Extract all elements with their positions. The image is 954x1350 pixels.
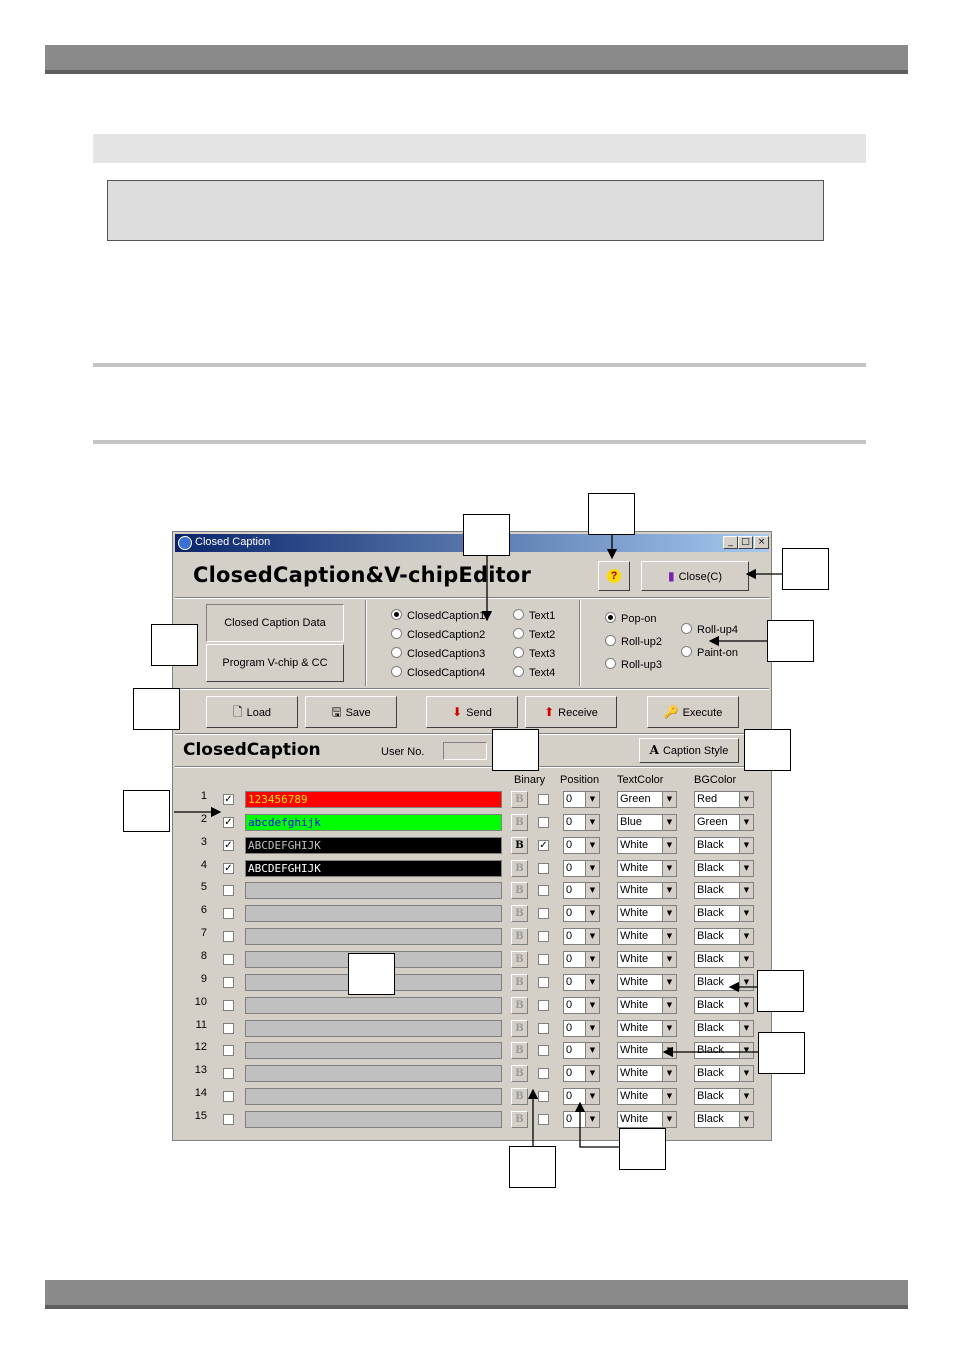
- bgcolor-select[interactable]: Green ▼: [694, 814, 754, 831]
- binary-checkbox[interactable]: [538, 1091, 549, 1102]
- caption-row: [173, 927, 773, 950]
- chevron-down-icon: ▼: [662, 1112, 676, 1127]
- row-number: 12: [194, 1041, 207, 1054]
- row-enable-checkbox[interactable]: ✓: [224, 839, 233, 851]
- textcolor-select[interactable]: White ▼: [617, 997, 677, 1014]
- binary-button[interactable]: B: [511, 1020, 528, 1037]
- row-enable-checkbox[interactable]: [223, 908, 234, 919]
- radio-indicator: [605, 612, 616, 623]
- binary-checkbox[interactable]: [538, 863, 549, 874]
- textcolor-select[interactable]: White ▼: [617, 974, 677, 991]
- chevron-down-icon: ▼: [662, 929, 676, 944]
- caption-text-field[interactable]: [245, 1088, 502, 1105]
- closed-caption-section-title: ClosedCaption: [183, 740, 321, 760]
- position-select[interactable]: 0 ▼: [563, 1065, 600, 1082]
- binary-button[interactable]: B: [511, 860, 528, 877]
- chevron-down-icon: ▼: [739, 929, 753, 944]
- page-header-bar: [45, 45, 908, 74]
- callout-box: [744, 729, 791, 771]
- bgcolor-select[interactable]: Black ▼: [694, 1111, 754, 1128]
- chevron-down-icon: ▼: [662, 975, 676, 990]
- row-number: 14: [194, 1087, 207, 1100]
- app-icon: [178, 536, 192, 550]
- font-icon: A: [649, 743, 659, 757]
- position-select[interactable]: 0 ▼: [563, 905, 600, 922]
- chevron-down-icon: ▼: [585, 906, 599, 921]
- load-button[interactable]: 🗋 Load: [206, 696, 298, 728]
- bgcolor-select[interactable]: Black ▼: [694, 905, 754, 922]
- caption-text-field[interactable]: [245, 1111, 502, 1128]
- caption-row: [173, 973, 773, 996]
- closed-caption-data-button[interactable]: Closed Caption Data: [206, 604, 344, 642]
- caption-row: [173, 904, 773, 927]
- chevron-down-icon: ▼: [662, 838, 676, 853]
- binary-checkbox[interactable]: [538, 1045, 549, 1056]
- position-select[interactable]: 0 ▼: [563, 1020, 600, 1037]
- divider-rule: [93, 363, 866, 367]
- textcolor-select[interactable]: White ▼: [617, 1020, 677, 1037]
- minimize-icon[interactable]: _: [723, 536, 738, 549]
- save-icon: 🖫: [331, 705, 342, 719]
- door-icon: ▮: [667, 569, 675, 583]
- binary-button[interactable]: B: [511, 997, 528, 1014]
- row-enable-checkbox[interactable]: ✓: [224, 862, 233, 874]
- chevron-down-icon: ▼: [585, 792, 599, 807]
- binary-button[interactable]: B: [511, 882, 528, 899]
- row-enable-checkbox[interactable]: ✓: [224, 794, 233, 805]
- chevron-down-icon: ▼: [585, 861, 599, 876]
- separator: [365, 600, 367, 686]
- closed-caption-window: [172, 531, 772, 1141]
- radio-closedcaption1[interactable]: ClosedCaption1: [391, 609, 485, 622]
- position-select[interactable]: 0 ▼: [563, 837, 600, 854]
- caption-row: [173, 859, 773, 882]
- chevron-down-icon: ▼: [739, 975, 753, 990]
- binary-button[interactable]: B: [511, 974, 528, 991]
- bgcolor-select[interactable]: Black ▼: [694, 997, 754, 1014]
- textcolor-select[interactable]: White ▼: [617, 1088, 677, 1105]
- caption-row: [173, 996, 773, 1019]
- textcolor-select[interactable]: White ▼: [617, 951, 677, 968]
- close-button-label: Close(C): [678, 571, 722, 583]
- help-icon: ?: [607, 569, 621, 583]
- radio-roll-up4[interactable]: Roll-up4: [681, 623, 738, 636]
- separator: [579, 600, 581, 686]
- bgcolor-select[interactable]: Black ▼: [694, 1088, 754, 1105]
- bgcolor-header: BGColor: [694, 774, 737, 786]
- section-heading-band: [93, 134, 866, 163]
- chevron-down-icon: ▼: [739, 1066, 753, 1081]
- binary-checkbox[interactable]: [538, 954, 549, 965]
- row-enable-checkbox[interactable]: [223, 1068, 234, 1079]
- chevron-down-icon: ▼: [585, 929, 599, 944]
- radio-indicator: [513, 609, 524, 620]
- callout-box: [463, 514, 510, 556]
- radio-indicator: [513, 647, 524, 658]
- textcolor-select[interactable]: White ▼: [617, 882, 677, 899]
- row-number: 6: [200, 904, 207, 917]
- radio-indicator: [391, 647, 402, 658]
- chevron-down-icon: ▼: [662, 1066, 676, 1081]
- separator: [175, 597, 769, 599]
- chevron-down-icon: ▼: [662, 952, 676, 967]
- save-button[interactable]: 🖫 Save: [305, 696, 397, 728]
- textcolor-select[interactable]: White ▼: [617, 1065, 677, 1082]
- binary-checkbox[interactable]: [538, 1000, 549, 1011]
- caption-row: [173, 1087, 773, 1110]
- textcolor-select[interactable]: White ▼: [617, 1042, 677, 1059]
- caption-text-field[interactable]: ABCDEFGHIJK: [245, 837, 502, 854]
- radio-roll-up2[interactable]: Roll-up2: [605, 635, 662, 648]
- arrow-up-icon: ⬆: [544, 705, 555, 719]
- page-footer-bar: [45, 1280, 908, 1309]
- binary-button[interactable]: B: [511, 1088, 528, 1105]
- separator: [175, 766, 769, 768]
- chevron-down-icon: ▼: [739, 1043, 753, 1058]
- arrow-down-icon: ⬇: [452, 705, 463, 719]
- row-number: 9: [200, 972, 207, 985]
- position-header: Position: [560, 774, 600, 786]
- textcolor-select[interactable]: Blue ▼: [617, 814, 677, 831]
- row-number: 10: [194, 995, 207, 1008]
- chevron-down-icon: ▼: [585, 975, 599, 990]
- bgcolor-select[interactable]: Black ▼: [694, 837, 754, 854]
- radio-closedcaption4[interactable]: ClosedCaption4: [391, 666, 485, 679]
- chevron-down-icon: ▼: [662, 1021, 676, 1036]
- binary-checkbox[interactable]: [538, 1068, 549, 1079]
- chevron-down-icon: ▼: [739, 1089, 753, 1104]
- radio-closedcaption3[interactable]: ClosedCaption3: [391, 647, 485, 660]
- binary-checkbox[interactable]: [538, 885, 549, 896]
- position-select[interactable]: 0 ▼: [563, 791, 600, 808]
- binary-header: Binary: [514, 774, 546, 786]
- radio-text4[interactable]: Text4: [513, 666, 555, 679]
- caption-row: [173, 950, 773, 973]
- row-number: 4: [200, 858, 207, 871]
- radio-indicator: [391, 666, 402, 677]
- caption-text-field[interactable]: [245, 1065, 502, 1082]
- radio-pop-on[interactable]: Pop-on: [605, 612, 656, 625]
- chevron-down-icon: ▼: [585, 1066, 599, 1081]
- position-select[interactable]: 0 ▼: [563, 974, 600, 991]
- chevron-down-icon: ▼: [662, 861, 676, 876]
- position-select[interactable]: 0 ▼: [563, 882, 600, 899]
- binary-button[interactable]: B: [511, 791, 528, 808]
- caption-text-field[interactable]: [245, 882, 502, 899]
- user-no-field[interactable]: [443, 742, 487, 760]
- close-icon[interactable]: ×: [754, 536, 769, 549]
- radio-indicator: [605, 635, 616, 646]
- chevron-down-icon: ▼: [739, 1021, 753, 1036]
- caption-text-field[interactable]: [245, 1042, 502, 1059]
- program-vchip-button[interactable]: Program V-chip & CC: [206, 644, 344, 682]
- send-button[interactable]: ⬇ Send: [426, 696, 518, 728]
- binary-checkbox[interactable]: [538, 794, 549, 805]
- position-select[interactable]: 0 ▼: [563, 814, 600, 831]
- position-select[interactable]: 0 ▼: [563, 928, 600, 945]
- caption-text-field[interactable]: ABCDEFGHIJK: [245, 860, 502, 877]
- binary-checkbox[interactable]: [538, 817, 549, 828]
- radio-indicator: [681, 646, 692, 657]
- chevron-down-icon: ▼: [739, 815, 753, 830]
- row-enable-checkbox[interactable]: [223, 1023, 234, 1034]
- row-enable-checkbox[interactable]: ✓: [224, 816, 233, 828]
- binary-button[interactable]: B: [511, 951, 528, 968]
- caption-style-button[interactable]: A Caption Style: [639, 738, 739, 763]
- divider-rule: [93, 440, 866, 444]
- separator: [175, 733, 769, 735]
- row-enable-checkbox[interactable]: [223, 1114, 234, 1125]
- callout-box: [767, 620, 814, 662]
- textcolor-select[interactable]: White ▼: [617, 837, 677, 854]
- caption-row: [173, 1041, 773, 1064]
- textcolor-select[interactable]: White ▼: [617, 860, 677, 877]
- radio-text3[interactable]: Text3: [513, 647, 555, 660]
- textcolor-select[interactable]: White ▼: [617, 928, 677, 945]
- position-select[interactable]: 0 ▼: [563, 951, 600, 968]
- chevron-down-icon: ▼: [739, 998, 753, 1013]
- radio-text2[interactable]: Text2: [513, 628, 555, 641]
- caption-row: [173, 836, 773, 859]
- chevron-down-icon: ▼: [739, 838, 753, 853]
- radio-roll-up3[interactable]: Roll-up3: [605, 658, 662, 671]
- caption-text-field[interactable]: 123456789: [245, 791, 502, 808]
- binary-checkbox[interactable]: ✓: [539, 839, 548, 851]
- radio-indicator: [391, 628, 402, 639]
- row-enable-checkbox[interactable]: [223, 931, 234, 942]
- binary-checkbox[interactable]: [538, 977, 549, 988]
- binary-button[interactable]: B: [511, 837, 528, 854]
- bgcolor-select[interactable]: Black ▼: [694, 882, 754, 899]
- callout-box: [619, 1128, 666, 1170]
- caption-row: [173, 1019, 773, 1042]
- callout-box: [758, 1032, 805, 1074]
- caption-text-field[interactable]: [245, 928, 502, 945]
- bgcolor-select[interactable]: Black ▼: [694, 1065, 754, 1082]
- row-number: 5: [200, 881, 207, 894]
- chevron-down-icon: ▼: [739, 906, 753, 921]
- binary-button[interactable]: B: [511, 1042, 528, 1059]
- radio-indicator: [605, 658, 616, 669]
- chevron-down-icon: ▼: [739, 1112, 753, 1127]
- chevron-down-icon: ▼: [585, 1021, 599, 1036]
- chevron-down-icon: ▼: [585, 838, 599, 853]
- row-enable-checkbox[interactable]: [223, 885, 234, 896]
- receive-button[interactable]: ⬆ Receive: [525, 696, 617, 728]
- chevron-down-icon: ▼: [585, 1089, 599, 1104]
- binary-button[interactable]: B: [511, 905, 528, 922]
- binary-checkbox[interactable]: [538, 1114, 549, 1125]
- chevron-down-icon: ▼: [662, 1089, 676, 1104]
- radio-paint-on[interactable]: Paint-on: [681, 646, 738, 659]
- row-number: 3: [200, 835, 207, 848]
- row-number: 1: [200, 790, 207, 802]
- row-number: 13: [194, 1064, 207, 1077]
- position-select[interactable]: 0 ▼: [563, 997, 600, 1014]
- row-number: 15: [194, 1109, 207, 1122]
- binary-button[interactable]: B: [511, 928, 528, 945]
- radio-text1[interactable]: Text1: [513, 609, 555, 622]
- radio-indicator: [513, 628, 524, 639]
- callout-box: [348, 953, 395, 995]
- bgcolor-select[interactable]: Black ▼: [694, 1020, 754, 1037]
- textcolor-select[interactable]: White ▼: [617, 905, 677, 922]
- chevron-down-icon: ▼: [739, 952, 753, 967]
- textcolor-header: TextColor: [617, 774, 664, 786]
- chevron-down-icon: ▼: [585, 952, 599, 967]
- chevron-down-icon: ▼: [662, 815, 676, 830]
- execute-button[interactable]: 🔑 Execute: [647, 696, 739, 728]
- bgcolor-select[interactable]: Black ▼: [694, 1042, 754, 1059]
- position-select[interactable]: 0 ▼: [563, 860, 600, 877]
- caption-text-field[interactable]: [245, 997, 502, 1014]
- callout-box: [133, 688, 180, 730]
- chevron-down-icon: ▼: [739, 861, 753, 876]
- chevron-down-icon: ▼: [585, 1043, 599, 1058]
- row-number: 7: [200, 927, 207, 940]
- bgcolor-select[interactable]: Black ▼: [694, 951, 754, 968]
- radio-indicator: [681, 623, 692, 634]
- document-icon: 🗋: [232, 705, 243, 719]
- callout-box: [757, 970, 804, 1012]
- row-enable-checkbox[interactable]: [223, 977, 234, 988]
- bgcolor-select[interactable]: Black ▼: [694, 928, 754, 945]
- row-number: 2: [200, 812, 207, 825]
- binary-checkbox[interactable]: [538, 931, 549, 942]
- row-enable-checkbox[interactable]: [223, 954, 234, 965]
- caption-text-field[interactable]: abcdefghijk: [245, 814, 502, 831]
- chevron-down-icon: ▼: [739, 792, 753, 807]
- radio-indicator: [513, 666, 524, 677]
- row-enable-checkbox[interactable]: [223, 1091, 234, 1102]
- callout-box: [509, 1146, 556, 1188]
- caption-row: [173, 813, 773, 836]
- binary-checkbox[interactable]: [538, 1023, 549, 1034]
- binary-button[interactable]: B: [511, 814, 528, 831]
- callout-box: [492, 729, 539, 771]
- caption-row: [173, 881, 773, 904]
- window-title: Closed Caption: [195, 536, 271, 548]
- bgcolor-select[interactable]: Black ▼: [694, 860, 754, 877]
- bgcolor-select[interactable]: Red ▼: [694, 791, 754, 808]
- caption-text-field[interactable]: [245, 1020, 502, 1037]
- chevron-down-icon: ▼: [585, 815, 599, 830]
- close-button[interactable]: [641, 561, 749, 591]
- callout-box: [151, 624, 198, 666]
- chevron-down-icon: ▼: [739, 883, 753, 898]
- caption-row: [173, 1110, 773, 1133]
- chevron-down-icon: ▼: [662, 883, 676, 898]
- position-select[interactable]: 0 ▼: [563, 1111, 600, 1128]
- radio-closedcaption2[interactable]: ClosedCaption2: [391, 628, 485, 641]
- chevron-down-icon: ▼: [662, 1043, 676, 1058]
- callout-box: [123, 790, 170, 832]
- callout-box: [782, 548, 829, 590]
- textcolor-select[interactable]: White ▼: [617, 1111, 677, 1128]
- position-select[interactable]: 0 ▼: [563, 1042, 600, 1059]
- position-select[interactable]: 0 ▼: [563, 1088, 600, 1105]
- bgcolor-select[interactable]: Black ▼: [694, 974, 754, 991]
- row-number: 8: [200, 949, 207, 962]
- chevron-down-icon: ▼: [662, 792, 676, 807]
- row-enable-checkbox[interactable]: [223, 1045, 234, 1056]
- chevron-down-icon: ▼: [662, 906, 676, 921]
- maximize-icon[interactable]: □: [738, 536, 753, 549]
- chevron-down-icon: ▼: [585, 883, 599, 898]
- caption-row: [173, 1064, 773, 1087]
- user-no-label: User No.: [381, 746, 425, 758]
- app-title: ClosedCaption&V-chipEditor: [193, 563, 532, 587]
- textcolor-select[interactable]: Green ▼: [617, 791, 677, 808]
- chevron-down-icon: ▼: [585, 998, 599, 1013]
- help-button[interactable]: [598, 561, 630, 591]
- binary-button[interactable]: B: [511, 1065, 528, 1082]
- binary-button[interactable]: B: [511, 1111, 528, 1128]
- row-enable-checkbox[interactable]: [223, 1000, 234, 1011]
- row-number: 11: [195, 1018, 207, 1031]
- note-box: [107, 180, 824, 241]
- separator: [175, 688, 769, 690]
- caption-row: [173, 790, 773, 813]
- binary-checkbox[interactable]: [538, 908, 549, 919]
- chevron-down-icon: ▼: [585, 1112, 599, 1127]
- key-icon: 🔑: [663, 705, 679, 719]
- chevron-down-icon: ▼: [662, 998, 676, 1013]
- caption-text-field[interactable]: [245, 905, 502, 922]
- callout-box: [588, 493, 635, 535]
- radio-indicator: [391, 609, 402, 620]
